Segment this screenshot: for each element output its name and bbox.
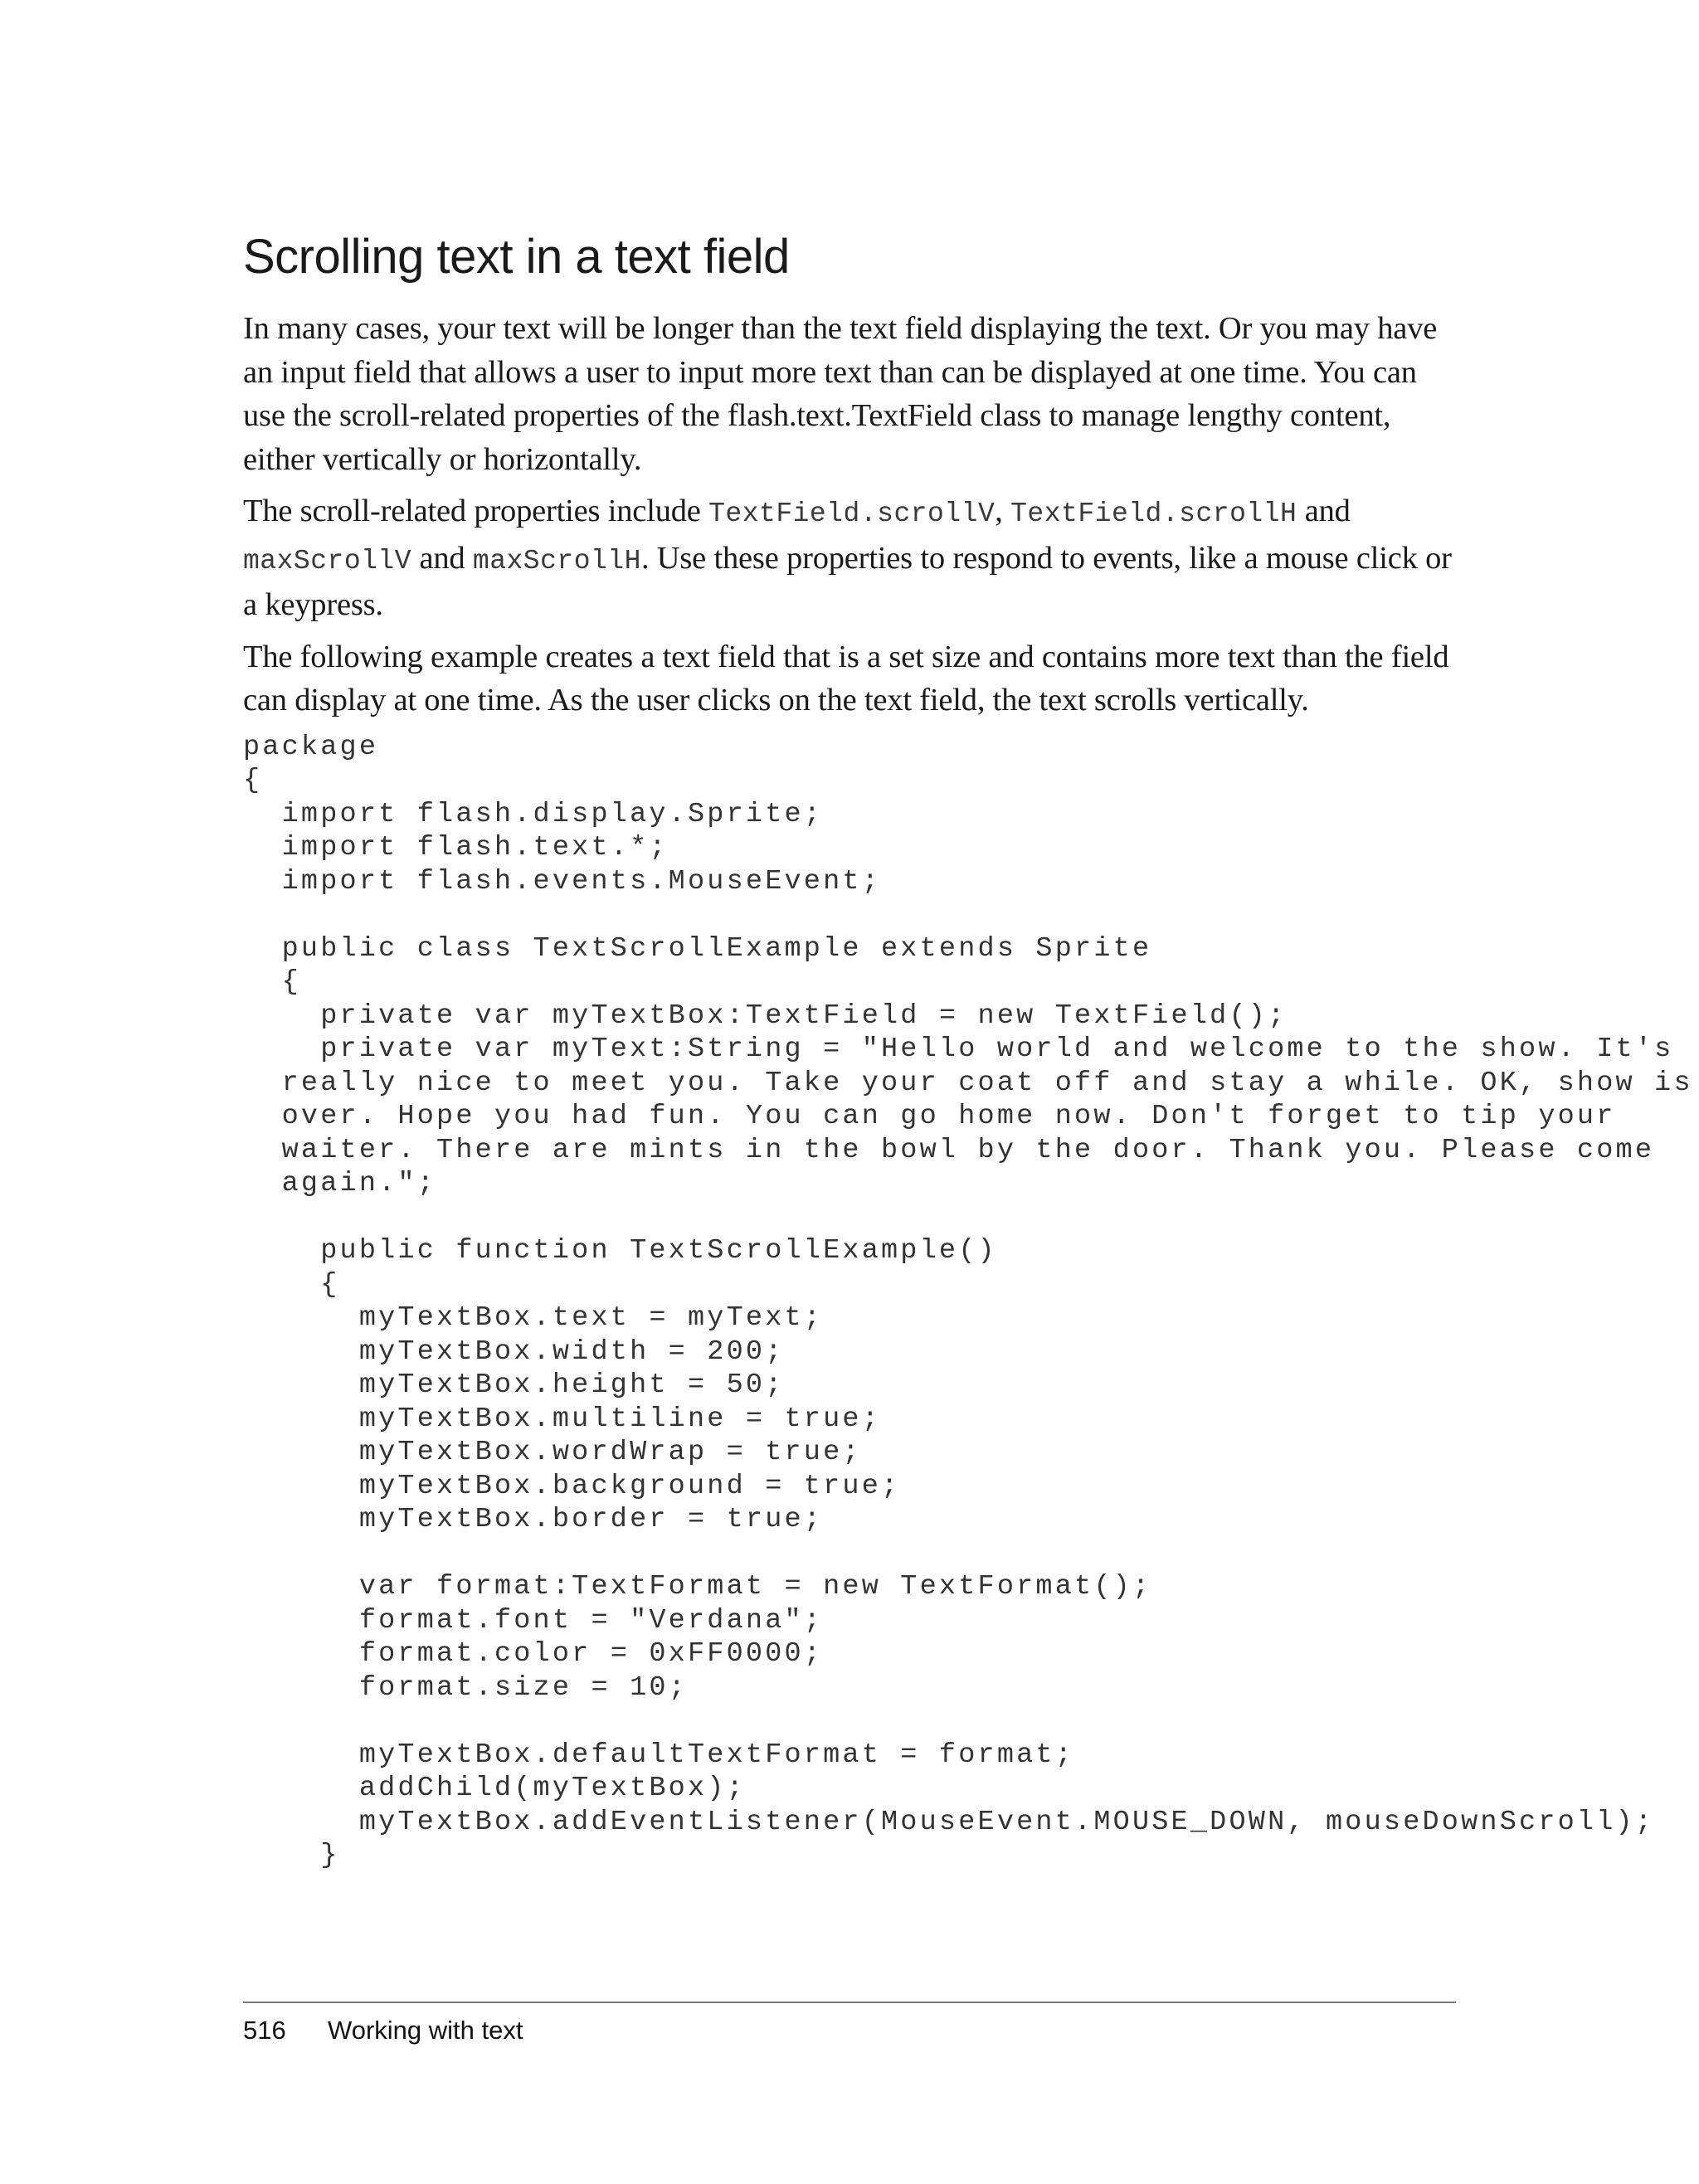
code-line: { [243,1268,340,1301]
code-line: myTextBox.background = true; [243,1470,901,1502]
code-line: waiter. There are mints in the bowl by the door. Thank you. Please come [243,1134,1655,1166]
code-line: myTextBox.addEventListener(MouseEvent.MOUSE_DOWN, mouseDownScroll); [243,1806,1655,1838]
scroll-properties-paragraph [243,489,1456,627]
code-line: package [243,731,379,763]
code-line: myTextBox.wordWrap = true; [243,1437,862,1468]
code-line [243,898,1456,932]
code-line: myTextBox.width = 200; [243,1335,785,1368]
text-span: and [411,540,473,576]
code-line: import flash.display.Sprite; [243,798,824,830]
code-line: private var myTextBox:TextField = new TextField(); [243,1000,1288,1032]
code-line: private var myText:String = "Hello world and welcome to the show. It's [243,1034,1674,1065]
code-line: myTextBox.height = 50; [243,1369,785,1401]
text-span: The scroll-related properties include [243,494,709,528]
page-footer [243,2014,523,2047]
inline-code-maxscrollh: maxScrollH [472,545,641,576]
text-span: , [995,494,1011,528]
code-line [243,1201,1456,1235]
code-line: myTextBox.text = myText; [243,1302,824,1334]
code-line: } [243,1840,340,1871]
code-line: myTextBox.border = true; [243,1504,824,1535]
code-line: public class TextScrollExample extends Sprite [243,932,1152,965]
example-paragraph: The following example creates a text field that is a set size and contains more text than the field can display at one time. As the user clicks on the text field, the text scrolls vertically. [243,639,1449,717]
text-span: . Use these properties to respond to events, like a mouse click or a keypress. [243,540,1452,622]
code-line: really nice to meet you. Take your coat off and stay a while. OK, show is [243,1067,1693,1099]
code-line [243,1705,1456,1739]
page-number: 516 [243,2016,286,2045]
code-line: format.color = 0xFF0000; [243,1638,824,1670]
code-line: public function TextScrollExample() [243,1235,997,1267]
footer-divider [243,2002,1456,2003]
section-heading: Scrolling text in a text field [243,230,790,284]
text-span: and [1297,494,1351,528]
code-line: import flash.text.*; [243,832,669,863]
code-line: again."; [243,1168,437,1199]
footer-section-title: Working with text [328,2016,523,2045]
code-line: format.size = 10; [243,1671,688,1704]
intro-paragraph: In many cases, your text will be longer than the text field displaying the text. Or you may have an input field that allows a user to input more text than can be displayed at one time. You can use the scroll-related properties of the flash.text.TextField class to manage lengthy content, either vertically or horizontally. [243,311,1438,477]
inline-code-maxscrollv: maxScrollV [243,545,412,576]
code-line: addChild(myTextBox); [243,1773,746,1804]
code-line [243,1537,1456,1571]
page-content [243,224,1693,1873]
code-line: import flash.events.MouseEvent; [243,865,882,897]
inline-code-scrollh: TextField.scrollH [1010,499,1297,529]
code-line: over. Hope you had fun. You can go home now. Don't forget to tip your [243,1101,1616,1132]
code-line: myTextBox.multiline = true; [243,1403,882,1435]
code-line: format.font = "Verdana"; [243,1604,824,1637]
code-line: var format:TextFormat = new TextFormat(); [243,1571,1152,1603]
code-line: { [243,966,301,998]
code-line: { [243,765,263,796]
code-line: myTextBox.defaultTextFormat = format; [243,1739,1075,1771]
inline-code-scrollv: TextField.scrollV [708,499,996,529]
code-listing [243,731,1693,1873]
